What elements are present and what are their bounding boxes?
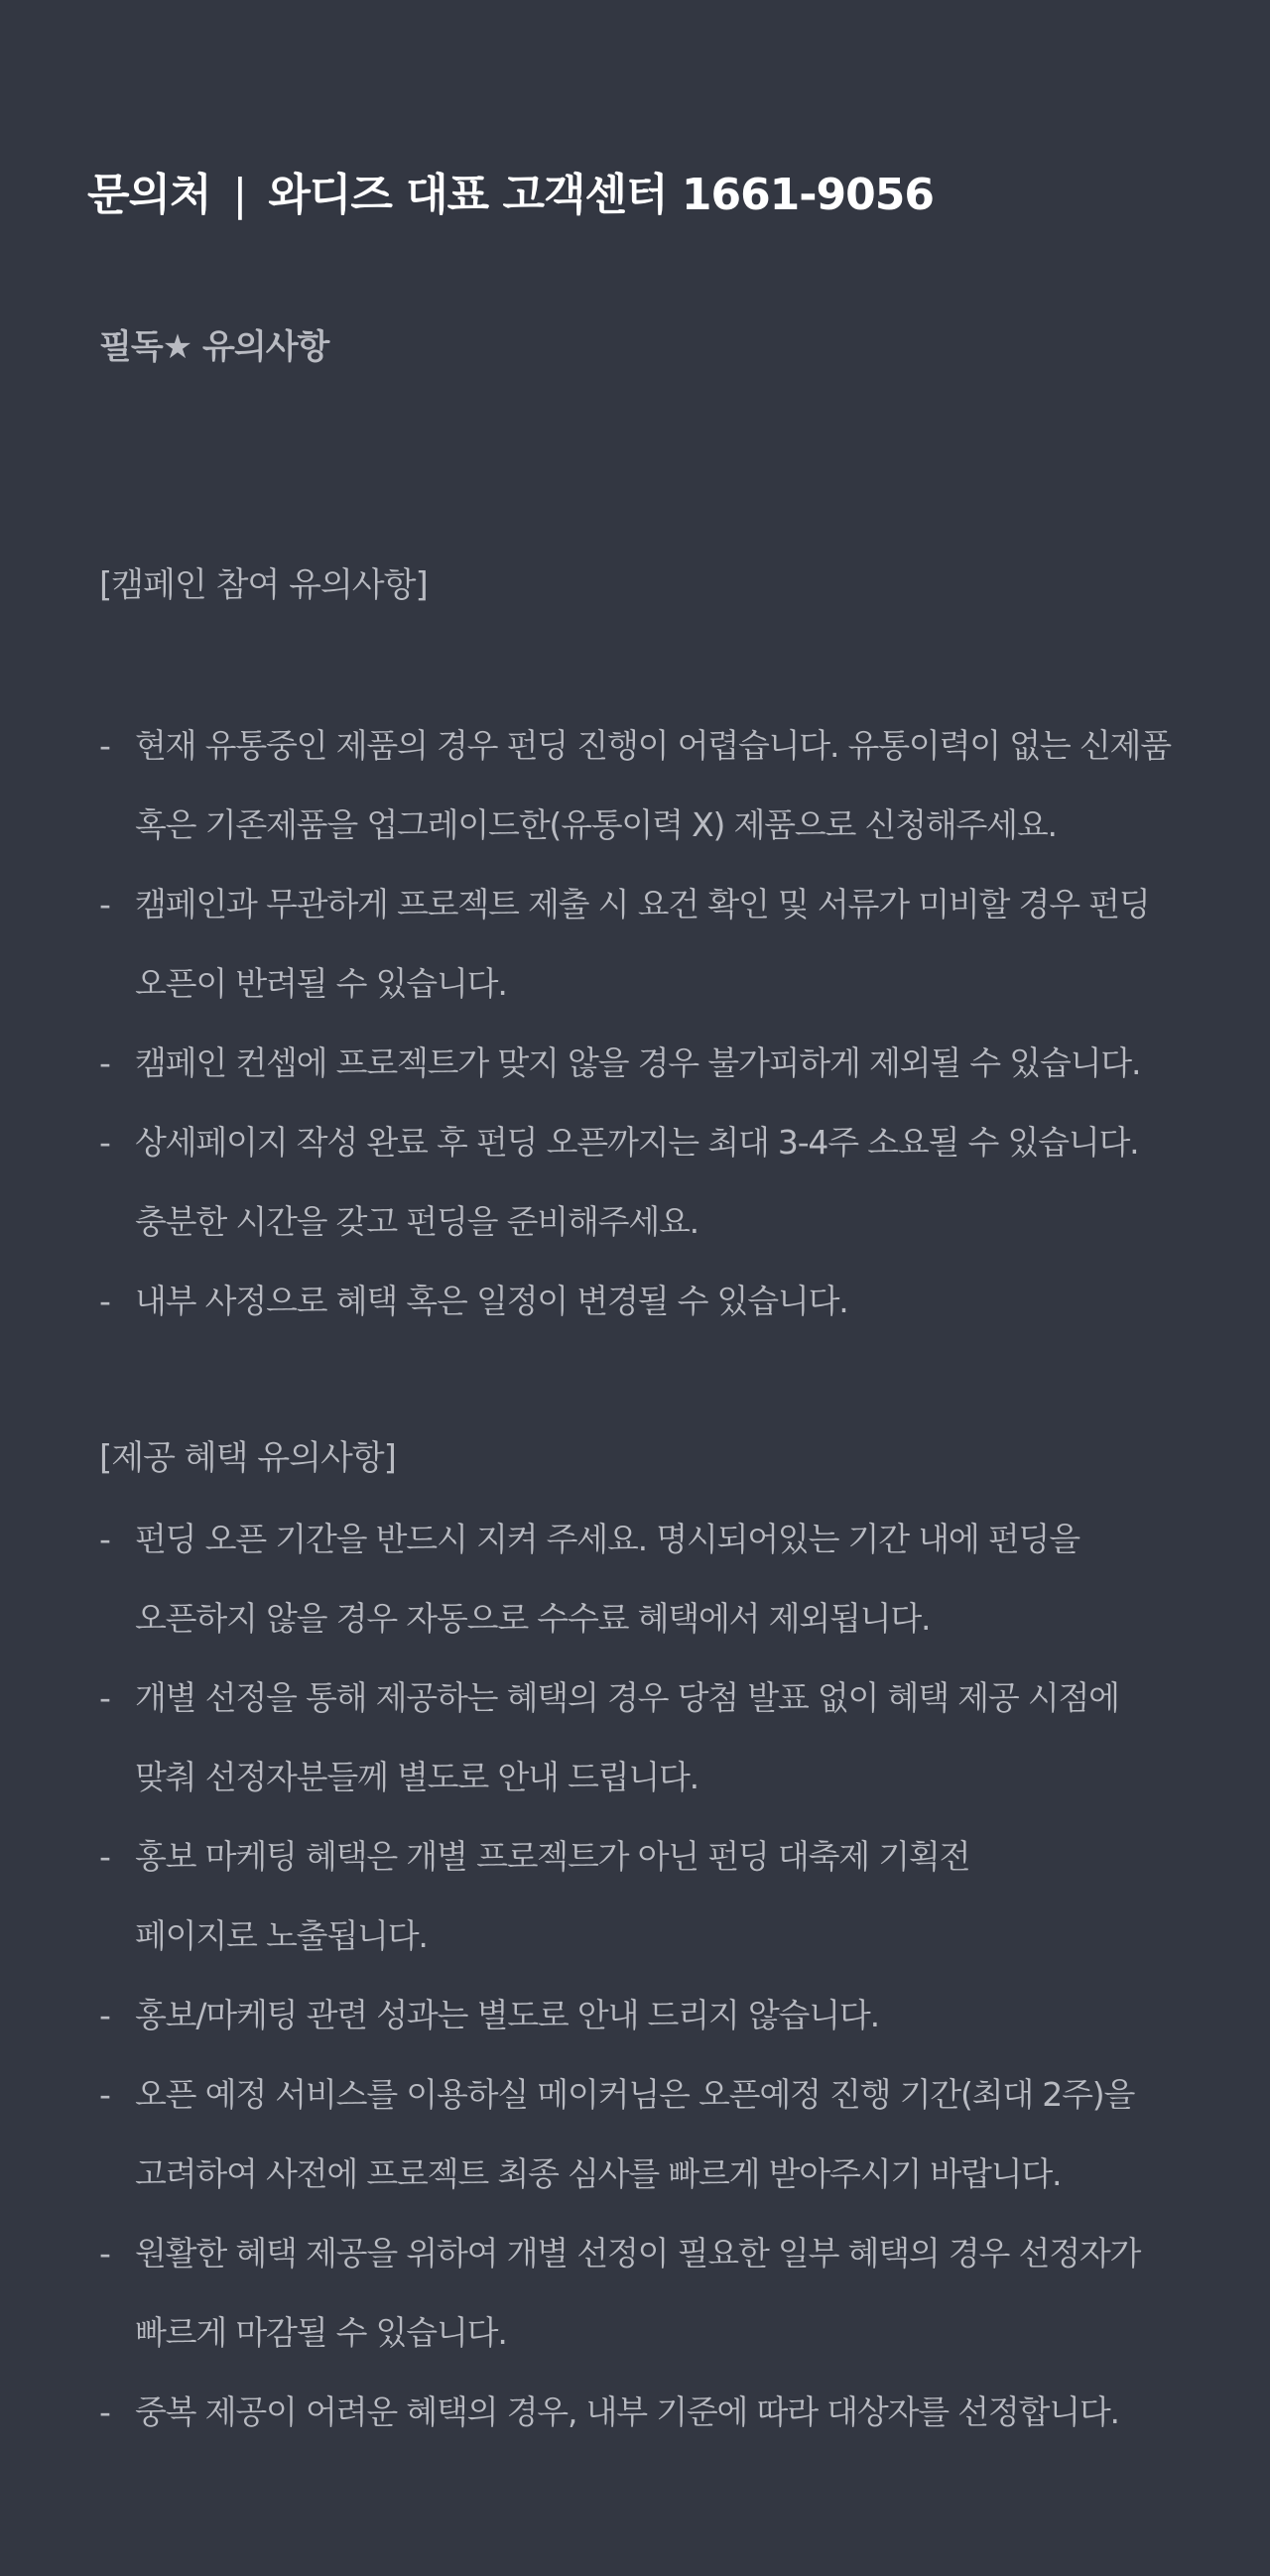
section-title-benefits: [제공 혜택 유의사항] (99, 1438, 396, 1478)
list-item (99, 1103, 1210, 1262)
bullet-dash: - (99, 1837, 110, 1876)
list-item-line: 원활한 혜택 제공을 위하여 개별 선정이 필요한 일부 혜택의 경우 선정자가 (135, 2234, 1141, 2272)
list-item-line: 오픈하지 않을 경우 자동으로 수수료 혜택에서 제외됩니다. (135, 1599, 931, 1638)
bullet-dash: - (99, 1520, 110, 1558)
list-item (99, 1262, 1210, 1341)
contact-separator: | (232, 170, 247, 220)
bullet-dash: - (99, 1678, 110, 1717)
list-item (99, 2373, 1210, 2452)
list-item-line: 중복 제공이 어려운 혜택의 경우, 내부 기준에 따라 대상자를 선정합니다. (135, 2392, 1119, 2431)
list-item (99, 2214, 1210, 2373)
bullet-dash: - (99, 1123, 110, 1162)
notice-heading: 필독★ 유의사항 (99, 327, 329, 367)
list-item (99, 1024, 1210, 1103)
list-item-line: 충분한 시간을 갖고 펀딩을 준비해주세요. (135, 1202, 698, 1241)
section-title-campaign: [캠페인 참여 유의사항] (99, 565, 428, 605)
list-item-line: 홍보 마케팅 혜택은 개별 프로젝트가 아닌 펀딩 대축제 기획전 (135, 1837, 970, 1876)
bullet-dash: - (99, 885, 110, 923)
contact-line (87, 165, 934, 226)
list-item (99, 1500, 1210, 1658)
list-item-line: 혹은 기존제품을 업그레이드한(유통이력 X) 제품으로 신청해주세요. (135, 805, 1057, 844)
list-item-line: 현재 유통중인 제품의 경우 펀딩 진행이 어렵습니다. 유통이력이 없는 신제품 (135, 726, 1171, 765)
list-item-line: 내부 사정으로 혜택 혹은 일정이 변경될 수 있습니다. (135, 1282, 848, 1320)
list-item (99, 1658, 1210, 1817)
list-item-line: 개별 선정을 통해 제공하는 혜택의 경우 당첨 발표 없이 혜택 제공 시점에 (135, 1678, 1119, 1717)
list-item-line: 페이지로 노출됩니다. (135, 1916, 428, 1955)
contact-label: 문의처 (87, 170, 211, 220)
list-item-line: 캠페인 컨셉에 프로젝트가 맞지 않을 경우 불가피하게 제외될 수 있습니다. (135, 1043, 1141, 1082)
list-item-line: 홍보/마케팅 관련 성과는 별도로 안내 드리지 않습니다. (135, 1996, 879, 2034)
list-item-line: 오픈 예정 서비스를 이용하실 메이커님은 오픈예정 진행 기간(최대 2주)을 (135, 2075, 1135, 2114)
list-item (99, 865, 1210, 1024)
list-item-line: 맞춰 선정자분들께 별도로 안내 드립니다. (135, 1758, 698, 1796)
bullet-dash: - (99, 2075, 110, 2114)
bullet-dash: - (99, 1043, 110, 1082)
contact-text: 와디즈 대표 고객센터 1661-9056 (268, 170, 935, 220)
campaign-notice-list (99, 706, 1210, 1341)
list-item-line: 고려하여 사전에 프로젝트 최종 심사를 빠르게 받아주시기 바랍니다. (135, 2154, 1062, 2193)
benefit-notice-list (99, 1500, 1210, 2452)
bullet-dash: - (99, 2392, 110, 2431)
list-item (99, 1817, 1210, 1976)
list-item (99, 706, 1210, 865)
list-item (99, 1976, 1210, 2055)
bullet-dash: - (99, 2234, 110, 2272)
list-item-line: 펀딩 오픈 기간을 반드시 지켜 주세요. 명시되어있는 기간 내에 펀딩을 (135, 1520, 1080, 1558)
bullet-dash: - (99, 726, 110, 765)
list-item (99, 2055, 1210, 2214)
list-item-line: 오픈이 반려될 수 있습니다. (135, 964, 507, 1003)
bullet-dash: - (99, 1996, 110, 2034)
list-item-line: 캠페인과 무관하게 프로젝트 제출 시 요건 확인 및 서류가 미비할 경우 펀딩 (135, 885, 1150, 923)
bullet-dash: - (99, 1282, 110, 1320)
list-item-line: 빠르게 마감될 수 있습니다. (135, 2313, 507, 2352)
list-item-line: 상세페이지 작성 완료 후 펀딩 오픈까지는 최대 3-4주 소요될 수 있습니다. (135, 1123, 1139, 1162)
